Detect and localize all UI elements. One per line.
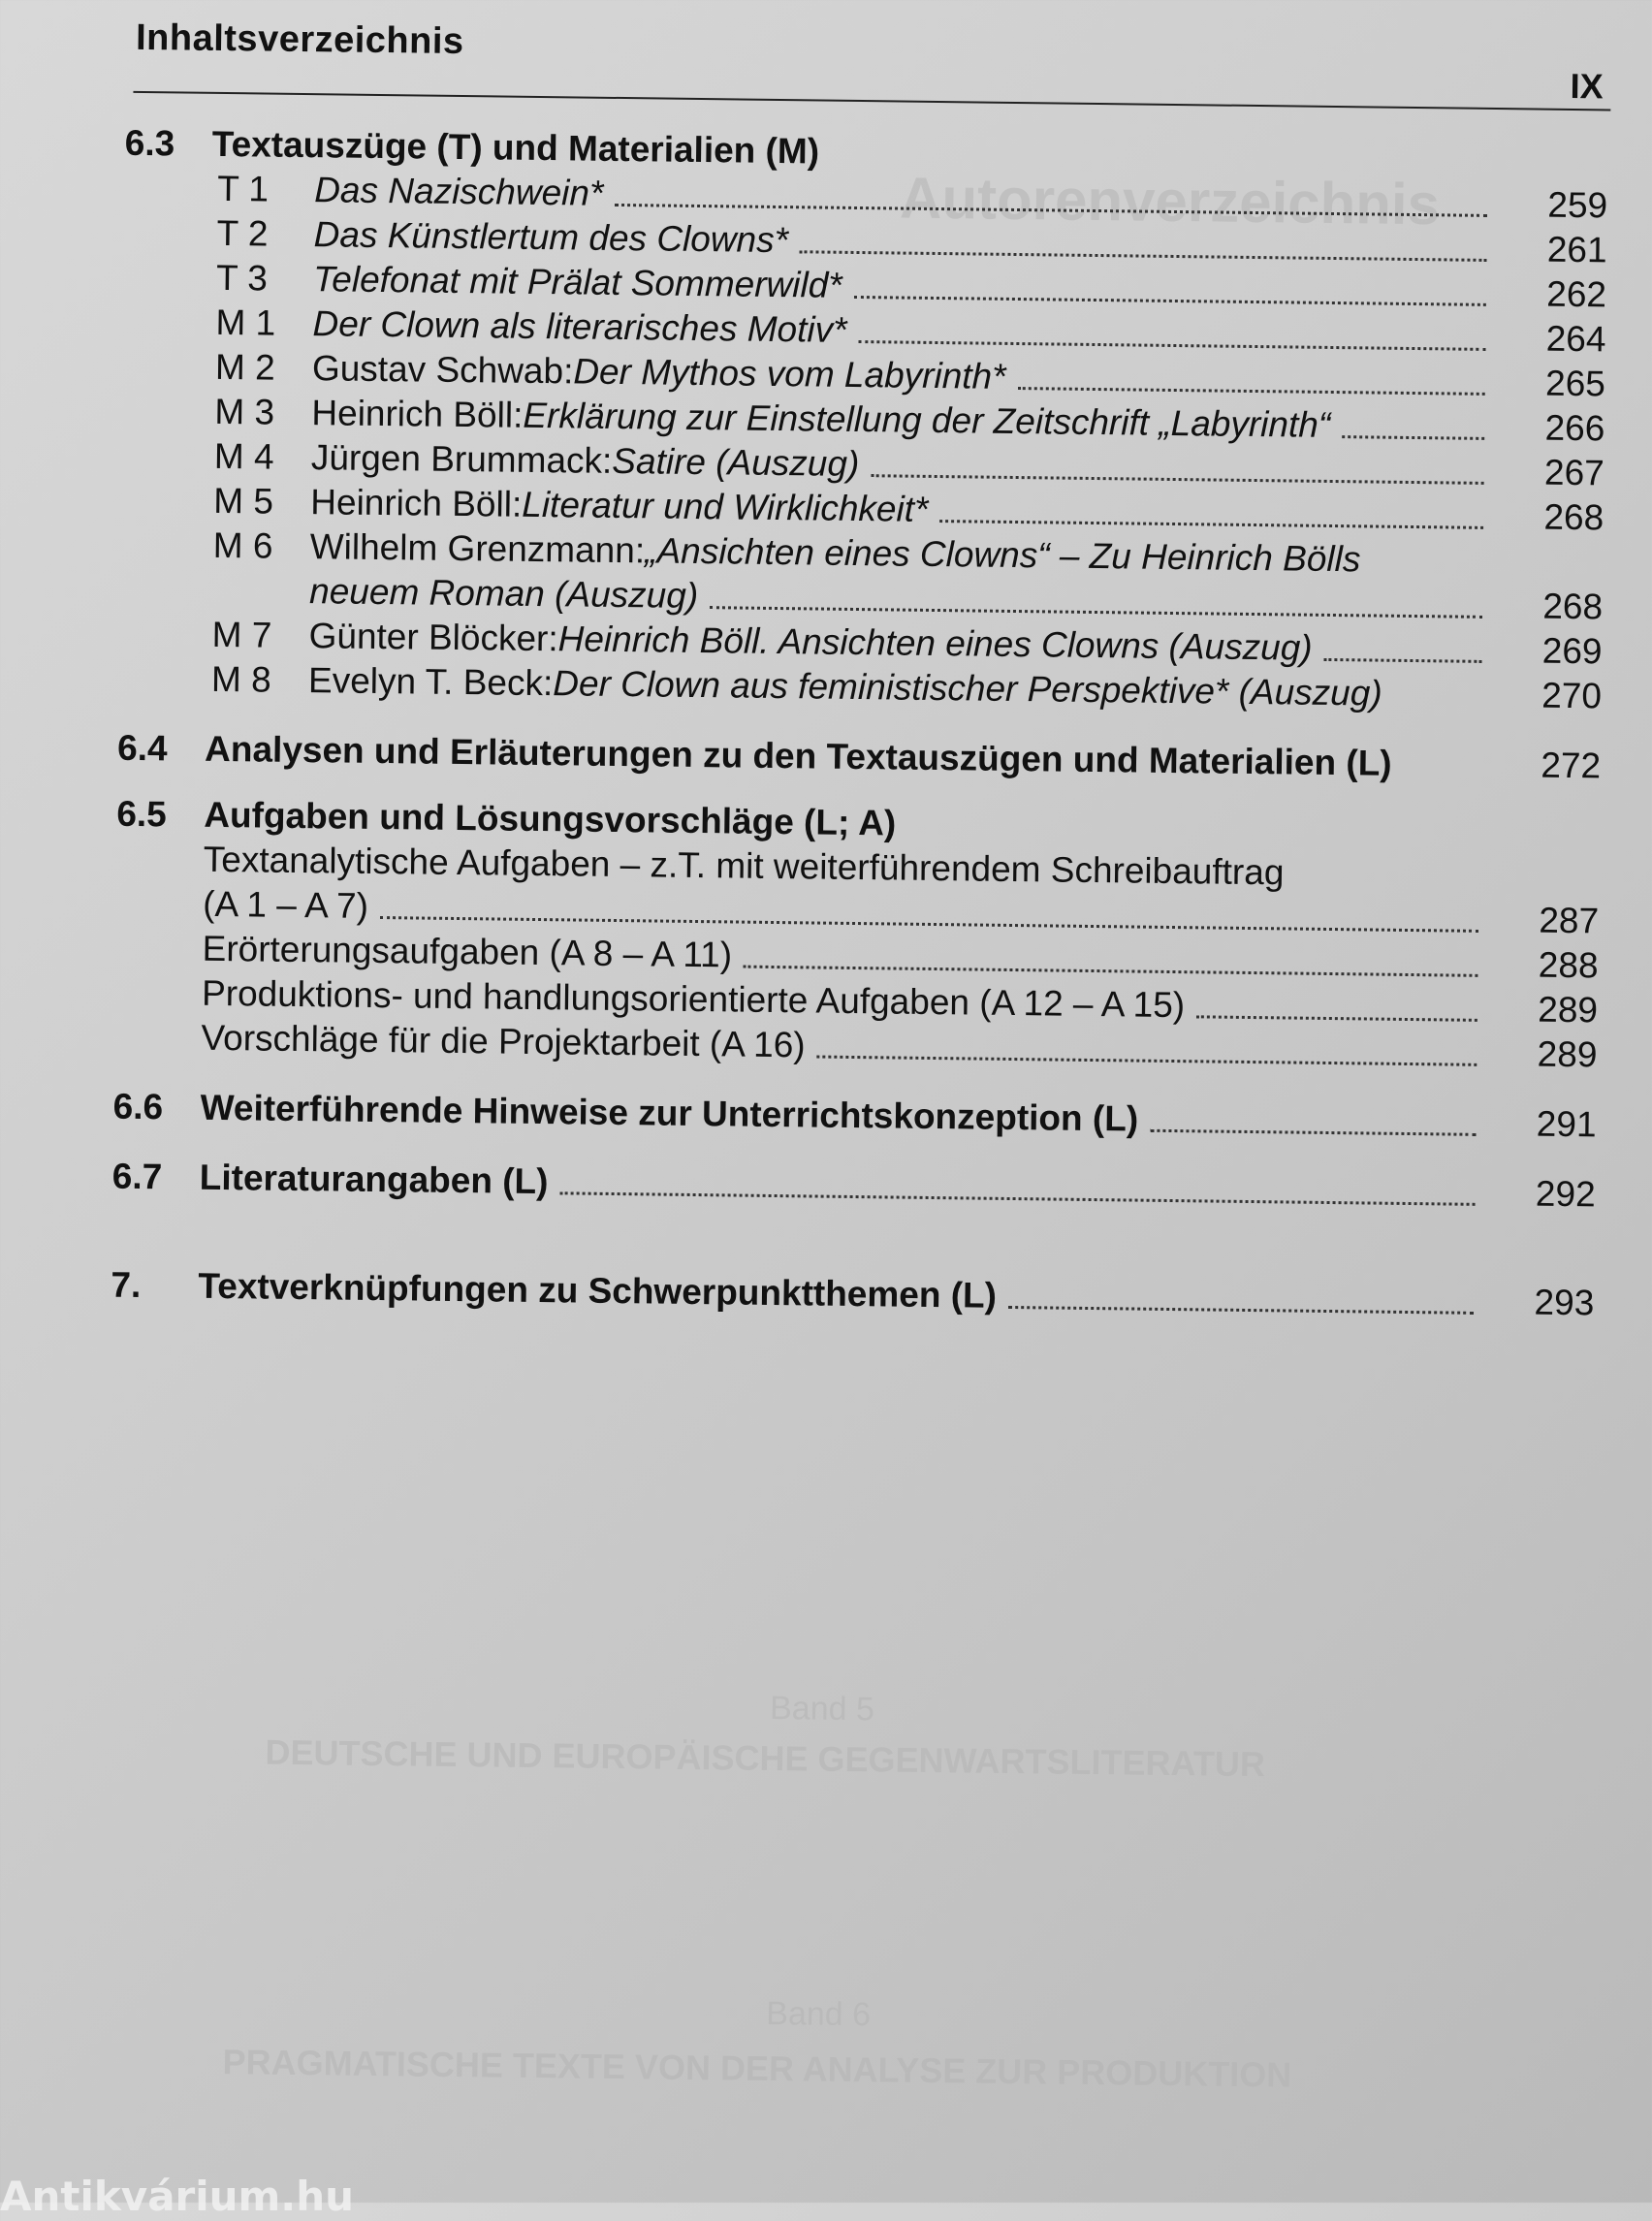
item-page: 289 (1538, 989, 1599, 1031)
item-author: Wilhelm Grenzmann: (309, 526, 646, 571)
item-title-continued: neuem Roman (Auszug) (308, 571, 699, 617)
item-page: 262 (1546, 273, 1607, 315)
item-code: T 2 (216, 212, 269, 254)
item-code: T 3 (215, 257, 269, 299)
dot-leader (744, 966, 1477, 977)
section-title: Textauszüge (T) und Materialien (M) (211, 123, 820, 172)
item-code: T 1 (216, 168, 270, 209)
bleed-text-2: Band 5 (769, 1689, 875, 1729)
item-code: M 5 (213, 480, 274, 522)
item-page: 261 (1546, 229, 1607, 270)
section-title: Analysen und Erläuterungen zu den Textauszügen und Materialien (L) (204, 728, 1392, 783)
toc-section-6-6[interactable] (112, 1085, 1596, 1148)
chapter-number: 7. (111, 1264, 142, 1306)
dot-leader (1323, 658, 1481, 663)
dot-leader (615, 204, 1487, 217)
item-page: 287 (1539, 900, 1600, 941)
item-page: 265 (1544, 363, 1606, 404)
dot-leader (800, 250, 1487, 262)
bleed-text-5: PRAGMATISCHE TEXTE VON DER ANALYSE ZUR PRODUKTION (222, 2042, 1292, 2095)
item-title: Das Künstlertum des Clowns* (313, 214, 789, 261)
item-title: Vorschläge für die Projektarbeit (A 16) (201, 1017, 806, 1065)
dot-leader (1196, 1015, 1477, 1022)
item-title: Produktions- und handlungsorientierte Aufgaben (A 12 – A 15) (201, 972, 1186, 1026)
section-title: Weiterführende Hinweise zur Unterrichtskonzeption (L) (200, 1087, 1139, 1139)
item-page: 266 (1544, 407, 1605, 449)
toc-chapter-7[interactable] (111, 1263, 1594, 1326)
item-page: 268 (1543, 496, 1604, 538)
section-page: 272 (1541, 745, 1602, 786)
dot-leader (816, 1056, 1477, 1066)
item-author: Gustav Schwab: (311, 348, 574, 392)
item-page: 268 (1542, 586, 1604, 627)
item-title: Heinrich Böll. Ansichten eines Clowns (Auszug) (557, 619, 1313, 668)
item-title: Der Mythos vom Labyrinth* (573, 351, 1006, 397)
section-title: Aufgaben und Lösungsvorschläge (L; A) (204, 794, 897, 843)
bleed-text-1: Autorenverzeichnis (899, 165, 1441, 238)
item-title: „Ansichten eines Clowns“ – Zu Heinrich Bölls (644, 530, 1361, 580)
dot-leader (1017, 387, 1484, 396)
item-page: 270 (1541, 675, 1603, 716)
chapter-page: 293 (1534, 1282, 1595, 1323)
item-author: Heinrich Böll: (310, 482, 523, 524)
dot-leader (871, 474, 1483, 485)
item-page: 267 (1543, 452, 1605, 493)
watermark-logo: Antikvárium.hu (0, 2173, 355, 2220)
dot-leader (1342, 435, 1484, 440)
running-header-title: Inhaltsverzeichnis (135, 16, 464, 63)
item-code: M 8 (210, 658, 271, 700)
item-title: Literatur und Wirklichkeit* (522, 484, 929, 529)
table-of-contents (111, 121, 1608, 1326)
dot-leader (1150, 1129, 1476, 1136)
item-title: Der Clown als literarisches Motiv* (312, 303, 847, 350)
item-page: 289 (1537, 1033, 1598, 1075)
dot-leader (710, 606, 1482, 619)
section-page: 291 (1536, 1103, 1597, 1145)
item-code: M 2 (214, 346, 275, 388)
item-title: Telefonat mit Prälat Sommerwild* (312, 259, 842, 305)
section-number: 6.4 (116, 727, 168, 769)
item-page: 259 (1547, 184, 1608, 226)
section-page: 292 (1535, 1173, 1596, 1215)
section-title: Literaturangaben (L) (199, 1157, 549, 1202)
section-number: 6.7 (111, 1156, 163, 1197)
item-title: Erörterungsaufgaben (A 8 – A 11) (202, 928, 733, 975)
item-code: M 4 (213, 435, 274, 477)
item-page: 264 (1545, 318, 1606, 360)
dot-leader (939, 520, 1483, 529)
dot-leader (858, 340, 1485, 351)
toc-section-6-7[interactable] (111, 1155, 1595, 1218)
item-title: Textanalytische Aufgaben – z.T. mit weiterführendem Schreibauftrag (203, 839, 1285, 893)
item-author: Günter Blöcker: (308, 616, 558, 659)
item-author: Heinrich Böll: (311, 393, 524, 435)
toc-section-6-4[interactable] (117, 726, 1601, 789)
item-title: Erklärung zur Einstellung der Zeitschrift „Labyrinth“ (523, 395, 1331, 445)
page-number: IX (1570, 65, 1604, 107)
item-code: M 3 (214, 391, 275, 432)
item-code: M 1 (215, 301, 276, 343)
item-page: 288 (1538, 944, 1599, 986)
item-author: Evelyn T. Beck: (307, 660, 554, 704)
bleed-text-3: DEUTSCHE UND EUROPÄISCHE GEGENWARTSLITERATUR (265, 1731, 1266, 1785)
item-code: M 7 (211, 614, 272, 655)
item-code: M 6 (212, 524, 273, 566)
item-title: Satire (Auszug) (612, 440, 860, 485)
item-author: Jürgen Brummack: (310, 437, 613, 481)
item-title: Der Clown aus feministischer Perspektive* (Auszug) (553, 663, 1382, 714)
section-number: 6.3 (124, 122, 175, 164)
item-title-continued: (A 1 – A 7) (202, 883, 369, 926)
chapter-title: Textverknüpfungen zu Schwerpunktthemen (L) (198, 1265, 998, 1316)
item-title: Das Nazischwein* (313, 170, 604, 213)
section-number: 6.5 (116, 793, 168, 835)
dot-leader (559, 1191, 1475, 1206)
dot-leader (1008, 1306, 1474, 1315)
item-page: 269 (1541, 630, 1603, 672)
dot-leader (854, 296, 1486, 306)
bleed-text-4: Band 6 (766, 1994, 872, 2034)
section-number: 6.6 (112, 1086, 164, 1127)
header-divider (133, 91, 1610, 111)
